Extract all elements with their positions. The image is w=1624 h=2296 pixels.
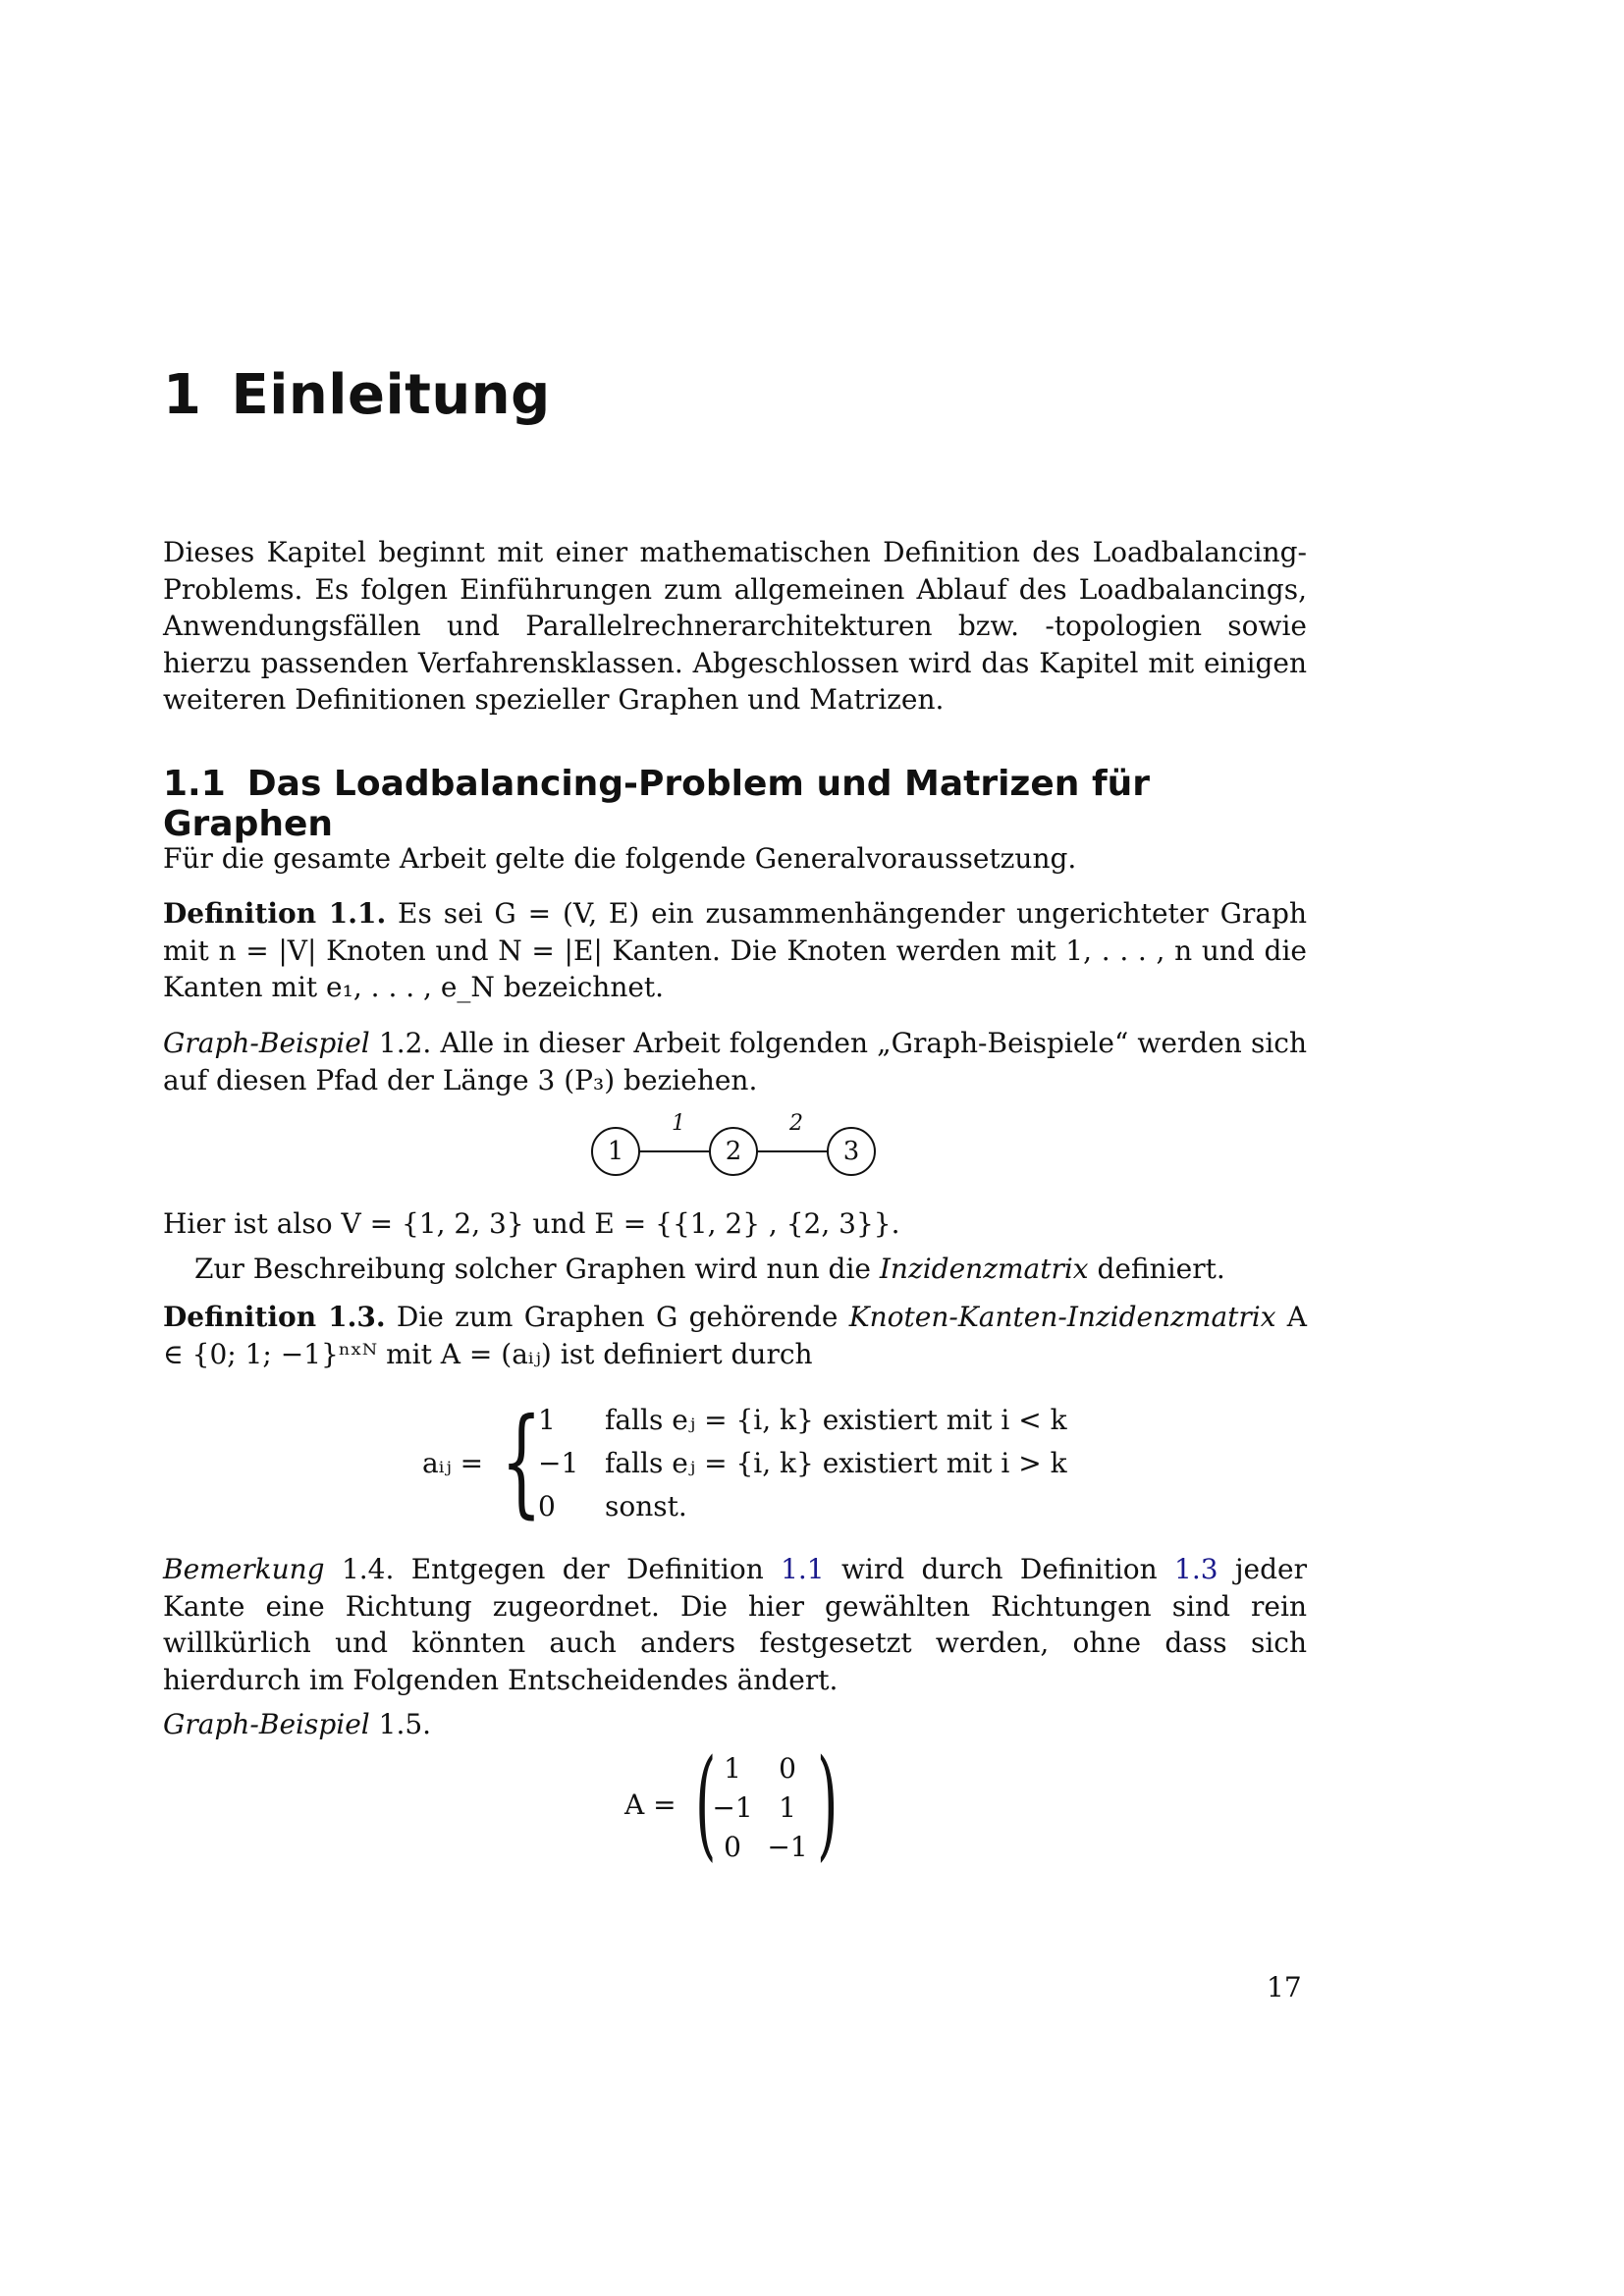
graph-node-3: 3 — [827, 1127, 876, 1176]
remark-1-4-number: 1.4. — [341, 1553, 395, 1585]
right-paren: ) — [817, 1734, 839, 1873]
graph-node-2: 2 — [709, 1127, 758, 1176]
definition-1-3-after: A ∈ {0; 1; −1}ⁿˣᴺ mit A = (aᵢⱼ) ist definiert durch — [163, 1301, 1308, 1370]
graph-edge-2 — [756, 1150, 829, 1152]
remark-1-4 — [163, 1551, 1307, 1698]
case-condition: sonst. — [605, 1490, 687, 1522]
incidence-intro — [163, 1251, 1307, 1288]
left-paren: ( — [695, 1734, 717, 1873]
remark-text-3: jeder Kante eine Richtung zugeordnet. Die hier gewählten Richtungen sind rein willkürlich und könnten auch anders festgesetzt werden, ohne dass sich hierdurch im Folgenden Entscheidendes ändert. — [163, 1553, 1308, 1696]
definition-1-1-text: Es sei G = (V, E) ein zusammenhängender ungerichteter Graph mit n = |V| Knoten und N = |E| Kanten. Die Knoten werden mit 1, . . . , n und die Kanten mit e₁, . . . , e_N bezeichnet. — [163, 897, 1307, 1003]
graph-edge-1 — [638, 1150, 711, 1152]
case-row — [538, 1445, 1067, 1482]
case-condition: falls eⱼ = {i, k} existiert mit i > k — [605, 1447, 1067, 1479]
incidence-intro-before: Zur Beschreibung solcher Graphen wird nun die — [194, 1253, 880, 1285]
remark-text-2: wird durch Definition — [824, 1553, 1175, 1585]
section-number: 1.1 — [163, 764, 226, 804]
incidence-intro-after: definiert. — [1088, 1253, 1225, 1285]
page-number: 17 — [1267, 1971, 1302, 2003]
matrix-cell: 0 — [724, 1831, 741, 1863]
definition-1-3-term: Knoten-Kanten-Inzidenzmatrix — [848, 1301, 1276, 1333]
case-value: −1 — [538, 1447, 579, 1479]
matrix-lhs: A = — [624, 1789, 677, 1821]
definition-1-3 — [163, 1299, 1307, 1372]
definition-1-3-label: Definition 1.3. — [163, 1301, 386, 1333]
graph-node-1: 1 — [591, 1127, 640, 1176]
graph-example-1-2-label: Graph-Beispiel — [163, 1027, 370, 1059]
case-condition: falls eⱼ = {i, k} existiert mit i < k — [605, 1404, 1067, 1436]
chapter-title: Einleitung — [231, 363, 551, 427]
graph-example-1-2 — [163, 1025, 1307, 1098]
definition-1-1 — [163, 895, 1307, 1006]
definition-1-3-before: Die zum Graphen G gehörende — [396, 1301, 849, 1333]
left-brace: { — [501, 1394, 542, 1530]
matrix-cell: 0 — [779, 1752, 796, 1785]
graph-edge-label-1: 1 — [672, 1111, 685, 1136]
remark-text-1: Entgegen der Definition — [410, 1553, 782, 1585]
cases-lhs: aᵢⱼ = — [422, 1447, 484, 1479]
incidence-case-definition — [422, 1394, 1090, 1530]
remark-1-4-label: Bemerkung — [163, 1553, 325, 1585]
path-graph-p3 — [589, 1111, 884, 1180]
graph-example-1-5-label: Graph-Beispiel — [163, 1708, 370, 1740]
chapter-heading — [163, 363, 1307, 427]
matrix-cell: 1 — [779, 1791, 796, 1824]
section-heading — [163, 764, 1307, 844]
case-value: 1 — [538, 1404, 556, 1436]
case-value: 0 — [538, 1490, 556, 1522]
general-assumption: Für die gesamte Arbeit gelte die folgende Generalvoraussetzung. — [163, 842, 1077, 875]
graph-sets-line: Hier ist also V = {1, 2, 3} und E = {{1, 2} , {2, 3}}. — [163, 1207, 900, 1240]
incidence-matrix-example — [624, 1734, 840, 1873]
case-row — [538, 1402, 1067, 1439]
incidence-term: Inzidenzmatrix — [879, 1253, 1089, 1285]
matrix-cell: −1 — [712, 1791, 753, 1824]
case-row — [538, 1488, 687, 1525]
definition-1-1-label: Definition 1.1. — [163, 897, 387, 930]
graph-example-1-2-number: 1.2. — [378, 1027, 432, 1059]
graph-example-1-2-text: Alle in dieser Arbeit folgenden „Graph-Beispiele“ werden sich auf diesen Pfad der Länge 3 (P₃) beziehen. — [163, 1027, 1308, 1096]
graph-example-1-5 — [163, 1706, 1307, 1743]
graph-example-1-5-number: 1.5. — [378, 1708, 432, 1740]
matrix-cell: 1 — [724, 1752, 741, 1785]
intro-paragraph: Dieses Kapitel beginnt mit einer mathematischen Definition des Loadbalancing-Problems. Es folgen Einführungen zum allgemeinen Ablauf des Loadbalancings, Anwendungsfällen und Parallelrechnerarchitekturen bzw. -topologien sowie hierzu passenden Verfahrensklassen. Abgeschlossen wird das Kapitel mit einigen weiteren Definitionen spezieller Graphen und Matrizen. — [163, 536, 1307, 716]
ref-definition-1-1[interactable]: 1.1 — [781, 1553, 825, 1585]
chapter-number: 1 — [163, 363, 202, 427]
matrix-cell: −1 — [767, 1831, 808, 1863]
graph-edge-label-2: 2 — [789, 1111, 803, 1136]
section-title: Das Loadbalancing-Problem und Matrizen für Graphen — [163, 764, 1150, 844]
ref-definition-1-3[interactable]: 1.3 — [1174, 1553, 1218, 1585]
